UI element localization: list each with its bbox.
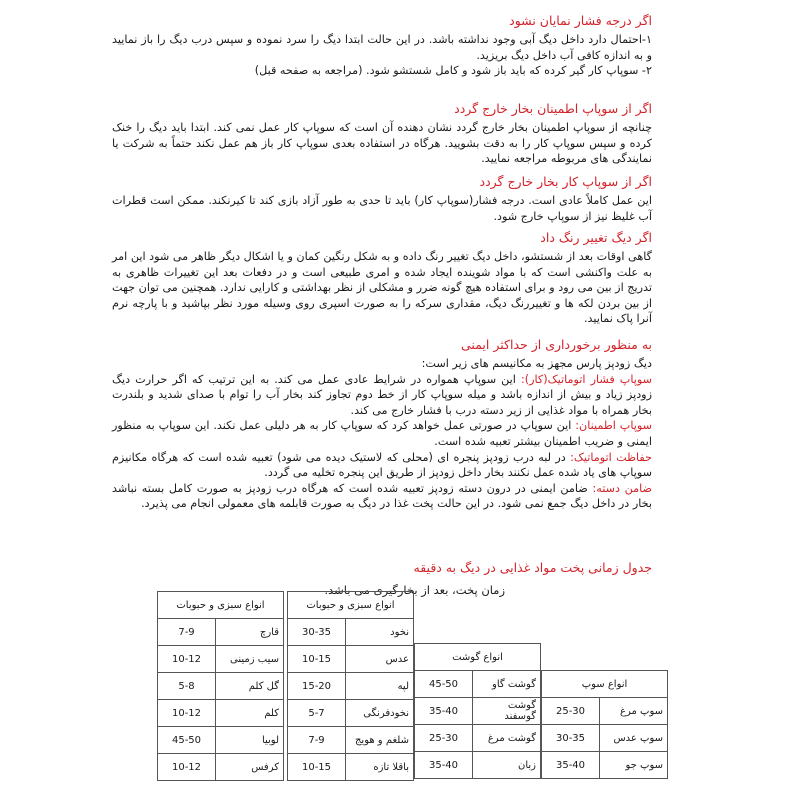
food-name: سیب زمینی bbox=[216, 646, 284, 673]
meat-table bbox=[414, 643, 541, 779]
cook-time: 30-35 bbox=[542, 725, 600, 752]
table-row bbox=[288, 646, 414, 673]
cook-time: 10-12 bbox=[158, 754, 216, 781]
table-row bbox=[415, 671, 541, 698]
table-row bbox=[158, 646, 284, 673]
table-row bbox=[288, 754, 414, 781]
section-heading: اگر از سوپاپ کار بخار خارج گردد bbox=[479, 174, 652, 189]
food-name: لپه bbox=[346, 673, 414, 700]
table-row bbox=[158, 619, 284, 646]
safety-item-text: در لبه درب زودپز پنجره ای (محلی که لاستیک دیده می شود) تعبیه شده است که هرگاه مکانیزم سوپاپ های یاد شده عمل نکنند بخار داخل زودپز از طریق این پنجره تخلیه می گردد. bbox=[112, 450, 652, 480]
vegetables-legumes-table bbox=[287, 591, 414, 781]
food-name: کرفس bbox=[216, 754, 284, 781]
food-name: قارچ bbox=[216, 619, 284, 646]
table-row bbox=[288, 673, 414, 700]
food-name: گوشت گوسفند bbox=[473, 698, 541, 725]
cook-time: 10-12 bbox=[158, 646, 216, 673]
cook-time: 30-35 bbox=[288, 619, 346, 646]
cook-time: 45-50 bbox=[158, 727, 216, 754]
section-paragraph: ۱-احتمال دارد داخل دیگ آبی وجود نداشته باشد. در این حالت ابتدا دیگ را سرد نموده و سپس درب دیگ را باز نمایید و به اندازه کافی آب داخل دیگ بریزید. bbox=[112, 33, 652, 62]
section-heading: اگر از سوپاپ اطمینان بخار خارج گردد bbox=[454, 101, 652, 116]
safety-item bbox=[112, 450, 652, 481]
food-name: لوبیا bbox=[216, 727, 284, 754]
cook-time: 25-30 bbox=[415, 725, 473, 752]
cook-time: 15-20 bbox=[288, 673, 346, 700]
section-heading: اگر درجه فشار نمایان نشود bbox=[509, 13, 652, 28]
section-safety-valve-steam bbox=[112, 100, 652, 167]
table-header: انواع سبزی و حبوبات bbox=[288, 592, 414, 619]
section-paragraph: چنانچه از سوپاپ اطمینان بخار خارج گردد نشان دهنده آن است که سوپاپ کار عمل نمی کند. ابتدا باید دیگ را خنک کرده و سپس سوپاپ کار را به دقت بشویید. هرگاه در استفاده بعدی سوپاپ کار باز هم عمل نکند حتماً به شرکت یا نمایندگی های مربوطه مراجعه نمایید. bbox=[112, 121, 652, 166]
food-name: گل کلم bbox=[216, 673, 284, 700]
cook-time: 25-30 bbox=[542, 698, 600, 725]
safety-item-label: سوپاپ اطمینان: bbox=[575, 419, 652, 433]
table-row bbox=[542, 725, 668, 752]
section-maximum-safety bbox=[112, 336, 652, 512]
section-intro: دیگ زودپز پارس مجهز به مکانیسم های زیر است: bbox=[421, 357, 652, 370]
food-name: نخودفرنگی bbox=[346, 700, 414, 727]
table-row bbox=[542, 752, 668, 779]
section-paragraph: گاهی اوقات بعد از شستشو، داخل دیگ تغییر رنگ داده و به شکل رنگین کمان و یا اشکال دیگر ظاهر می شود این امر به علت واکنشی است که با مواد شوینده ایجاد شده و امری طبیعی است و در دفعات بعد این تغییرات ظاهری به تدریج از بین می رود و برای استفاده هیچ گونه ضرر و مشکلی از نظر بهداشتی و کارایی ندارد. همچنین می توان جهت از بین بردن لکه ها و تغییررنگ دیگ، مقداری سرکه را به صورت اسپری روی وسیله مورد نظر بپاشید و با پارچه نرم آنرا پاک نمایید. bbox=[112, 250, 652, 326]
safety-item bbox=[112, 372, 652, 419]
food-name: باقلا تازه bbox=[346, 754, 414, 781]
food-name: سوپ مرغ bbox=[600, 698, 668, 725]
section-heading: به منظور برخورداری از حداکثر ایمنی bbox=[461, 337, 652, 352]
cook-time: 10-15 bbox=[288, 646, 346, 673]
safety-item bbox=[112, 418, 652, 449]
section-work-valve-steam bbox=[112, 173, 652, 224]
table-row bbox=[158, 673, 284, 700]
section-paragraph: ۲- سوپاپ کار گیر کرده که باید باز شود و کامل شستشو شود. (مراجعه به صفحه قبل) bbox=[254, 64, 652, 78]
food-name: نخود bbox=[346, 619, 414, 646]
cook-time: 35-40 bbox=[542, 752, 600, 779]
safety-item-text: این سوپاپ در صورتی عمل خواهد کرد که سوپاپ کار به هر دلیلی عمل نکند. این سوپاپ به منظور ایمنی و ضریب اطمینان بیشتر تعبیه شده است. bbox=[112, 419, 652, 448]
vegetables-legumes-table bbox=[157, 591, 284, 781]
cooking-table-title: جدول زمانی پخت مواد غذایی در دیگ به دقیقه bbox=[413, 560, 652, 575]
cook-time: 5-8 bbox=[158, 673, 216, 700]
section-pressure-not-shown bbox=[112, 12, 652, 79]
table-row bbox=[415, 752, 541, 779]
cook-time: 10-12 bbox=[158, 700, 216, 727]
table-row bbox=[415, 725, 541, 752]
section-pot-discoloration bbox=[112, 229, 652, 327]
table-row bbox=[158, 754, 284, 781]
cook-time: 35-40 bbox=[415, 698, 473, 725]
food-name: کلم bbox=[216, 700, 284, 727]
cooking-table-note: زمان پخت، بعد از بخارگیری می باشد. bbox=[324, 583, 505, 597]
food-name: سوپ جو bbox=[600, 752, 668, 779]
cook-time: 7-9 bbox=[288, 727, 346, 754]
table-row bbox=[542, 698, 668, 725]
food-name: گوشت گاو bbox=[473, 671, 541, 698]
table-header: انواع گوشت bbox=[415, 644, 541, 671]
table-row bbox=[288, 619, 414, 646]
section-heading: اگر دیگ تغییر رنگ داد bbox=[540, 230, 652, 245]
safety-item bbox=[112, 481, 652, 512]
table-header: انواع سوپ bbox=[542, 671, 668, 698]
table-header: انواع سبزی و حبوبات bbox=[158, 592, 284, 619]
table-row bbox=[158, 727, 284, 754]
safety-item-text: ضامن ایمنی در درون دسته زودپز تعبیه شده است که هرگاه درب زودپز به صورت کامل بسته نباشد بخار در داخل دیگ جمع نمی شود. در این حالت پخت غذا در دیگ به صورت قابلمه های معمولی انجام می پذیرد. bbox=[112, 481, 652, 511]
food-name: زبان bbox=[473, 752, 541, 779]
cook-time: 5-7 bbox=[288, 700, 346, 727]
food-name: شلغم و هویج bbox=[346, 727, 414, 754]
cook-time: 7-9 bbox=[158, 619, 216, 646]
cook-time: 45-50 bbox=[415, 671, 473, 698]
food-name: عدس bbox=[346, 646, 414, 673]
soup-table bbox=[541, 670, 668, 779]
cook-time: 35-40 bbox=[415, 752, 473, 779]
table-row bbox=[415, 698, 541, 725]
safety-item-text: این سوپاپ همواره در شرایط عادی عمل می کند. به این ترتیب که اگر حرارت دیگ زودپز زیاد و بیش از اندازه باشد و میله سوپاپ کار از خط دوم تجاوز کند بخار آب را توام با صدای شدید و بلندرت بخار همراه با مواد غذایی از زیر دسته درب با فشار خارج می کند. bbox=[112, 372, 652, 417]
section-paragraph: این عمل کاملاً عادی است. درجه فشار(سوپاپ کار) باید تا حدی به طور آزاد بازی کند تا کیرنکند. ممکن است قطرات آب غلیظ نیز از سوپاپ خارج شود. bbox=[112, 194, 652, 223]
food-name: سوپ عدس bbox=[600, 725, 668, 752]
table-row bbox=[158, 700, 284, 727]
safety-item-label: ضامن دسته: bbox=[592, 481, 652, 495]
cook-time: 10-15 bbox=[288, 754, 346, 781]
safety-item-label: حفاظت اتوماتیک: bbox=[570, 450, 653, 464]
food-name: گوشت مرغ bbox=[473, 725, 541, 752]
table-row bbox=[288, 700, 414, 727]
table-row bbox=[288, 727, 414, 754]
safety-item-label: سوپاپ فشار اتوماتیک(کار): bbox=[520, 372, 652, 386]
